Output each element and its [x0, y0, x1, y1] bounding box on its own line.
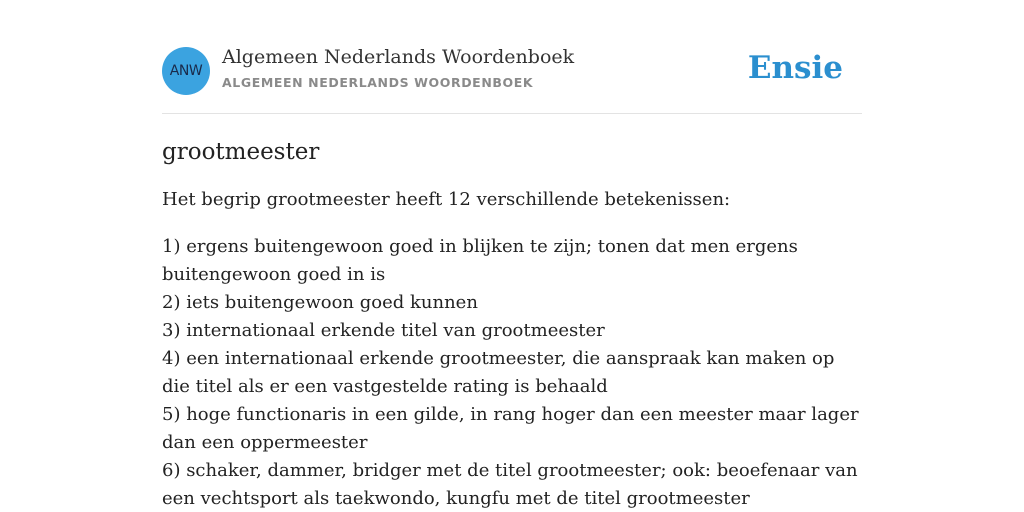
site-header — [162, 46, 862, 96]
meaning-item: 5) hoge functionaris in een gilde, in rang hoger dan een meester maar lager dan een oppermeester — [162, 404, 859, 453]
entry-intro: Het begrip grootmeester heeft 12 verschillende betekenissen: — [162, 189, 731, 210]
meanings-list — [162, 233, 862, 512]
header-divider — [162, 113, 862, 114]
meaning-item: 2) iets buitengewoon goed kunnen — [162, 292, 478, 313]
meaning-item: 6) schaker, dammer, bridger met de titel grootmeester; ook: beoefenaar van een vechtsport als taekwondo, kungfu met de titel grootmeester — [162, 460, 858, 509]
site-subtitle: ALGEMEEN NEDERLANDS WOORDENBOEK — [222, 75, 534, 90]
meaning-item: 1) ergens buitengewoon goed in blijken te zijn; tonen dat men ergens buitengewoon goed in is — [162, 236, 798, 285]
entry-title: grootmeester — [162, 139, 320, 165]
meaning-item: 4) een internationaal erkende grootmeester, die aanspraak kan maken op die titel als er een vastgestelde rating is behaald — [162, 348, 835, 397]
meaning-item: 3) internationaal erkende titel van grootmeester — [162, 320, 605, 341]
anw-logo[interactable]: ANW — [162, 47, 210, 95]
site-title[interactable]: Algemeen Nederlands Woordenboek — [222, 46, 575, 68]
entry-content — [162, 136, 862, 512]
ensie-brand-logo[interactable]: Ensie — [747, 50, 843, 86]
